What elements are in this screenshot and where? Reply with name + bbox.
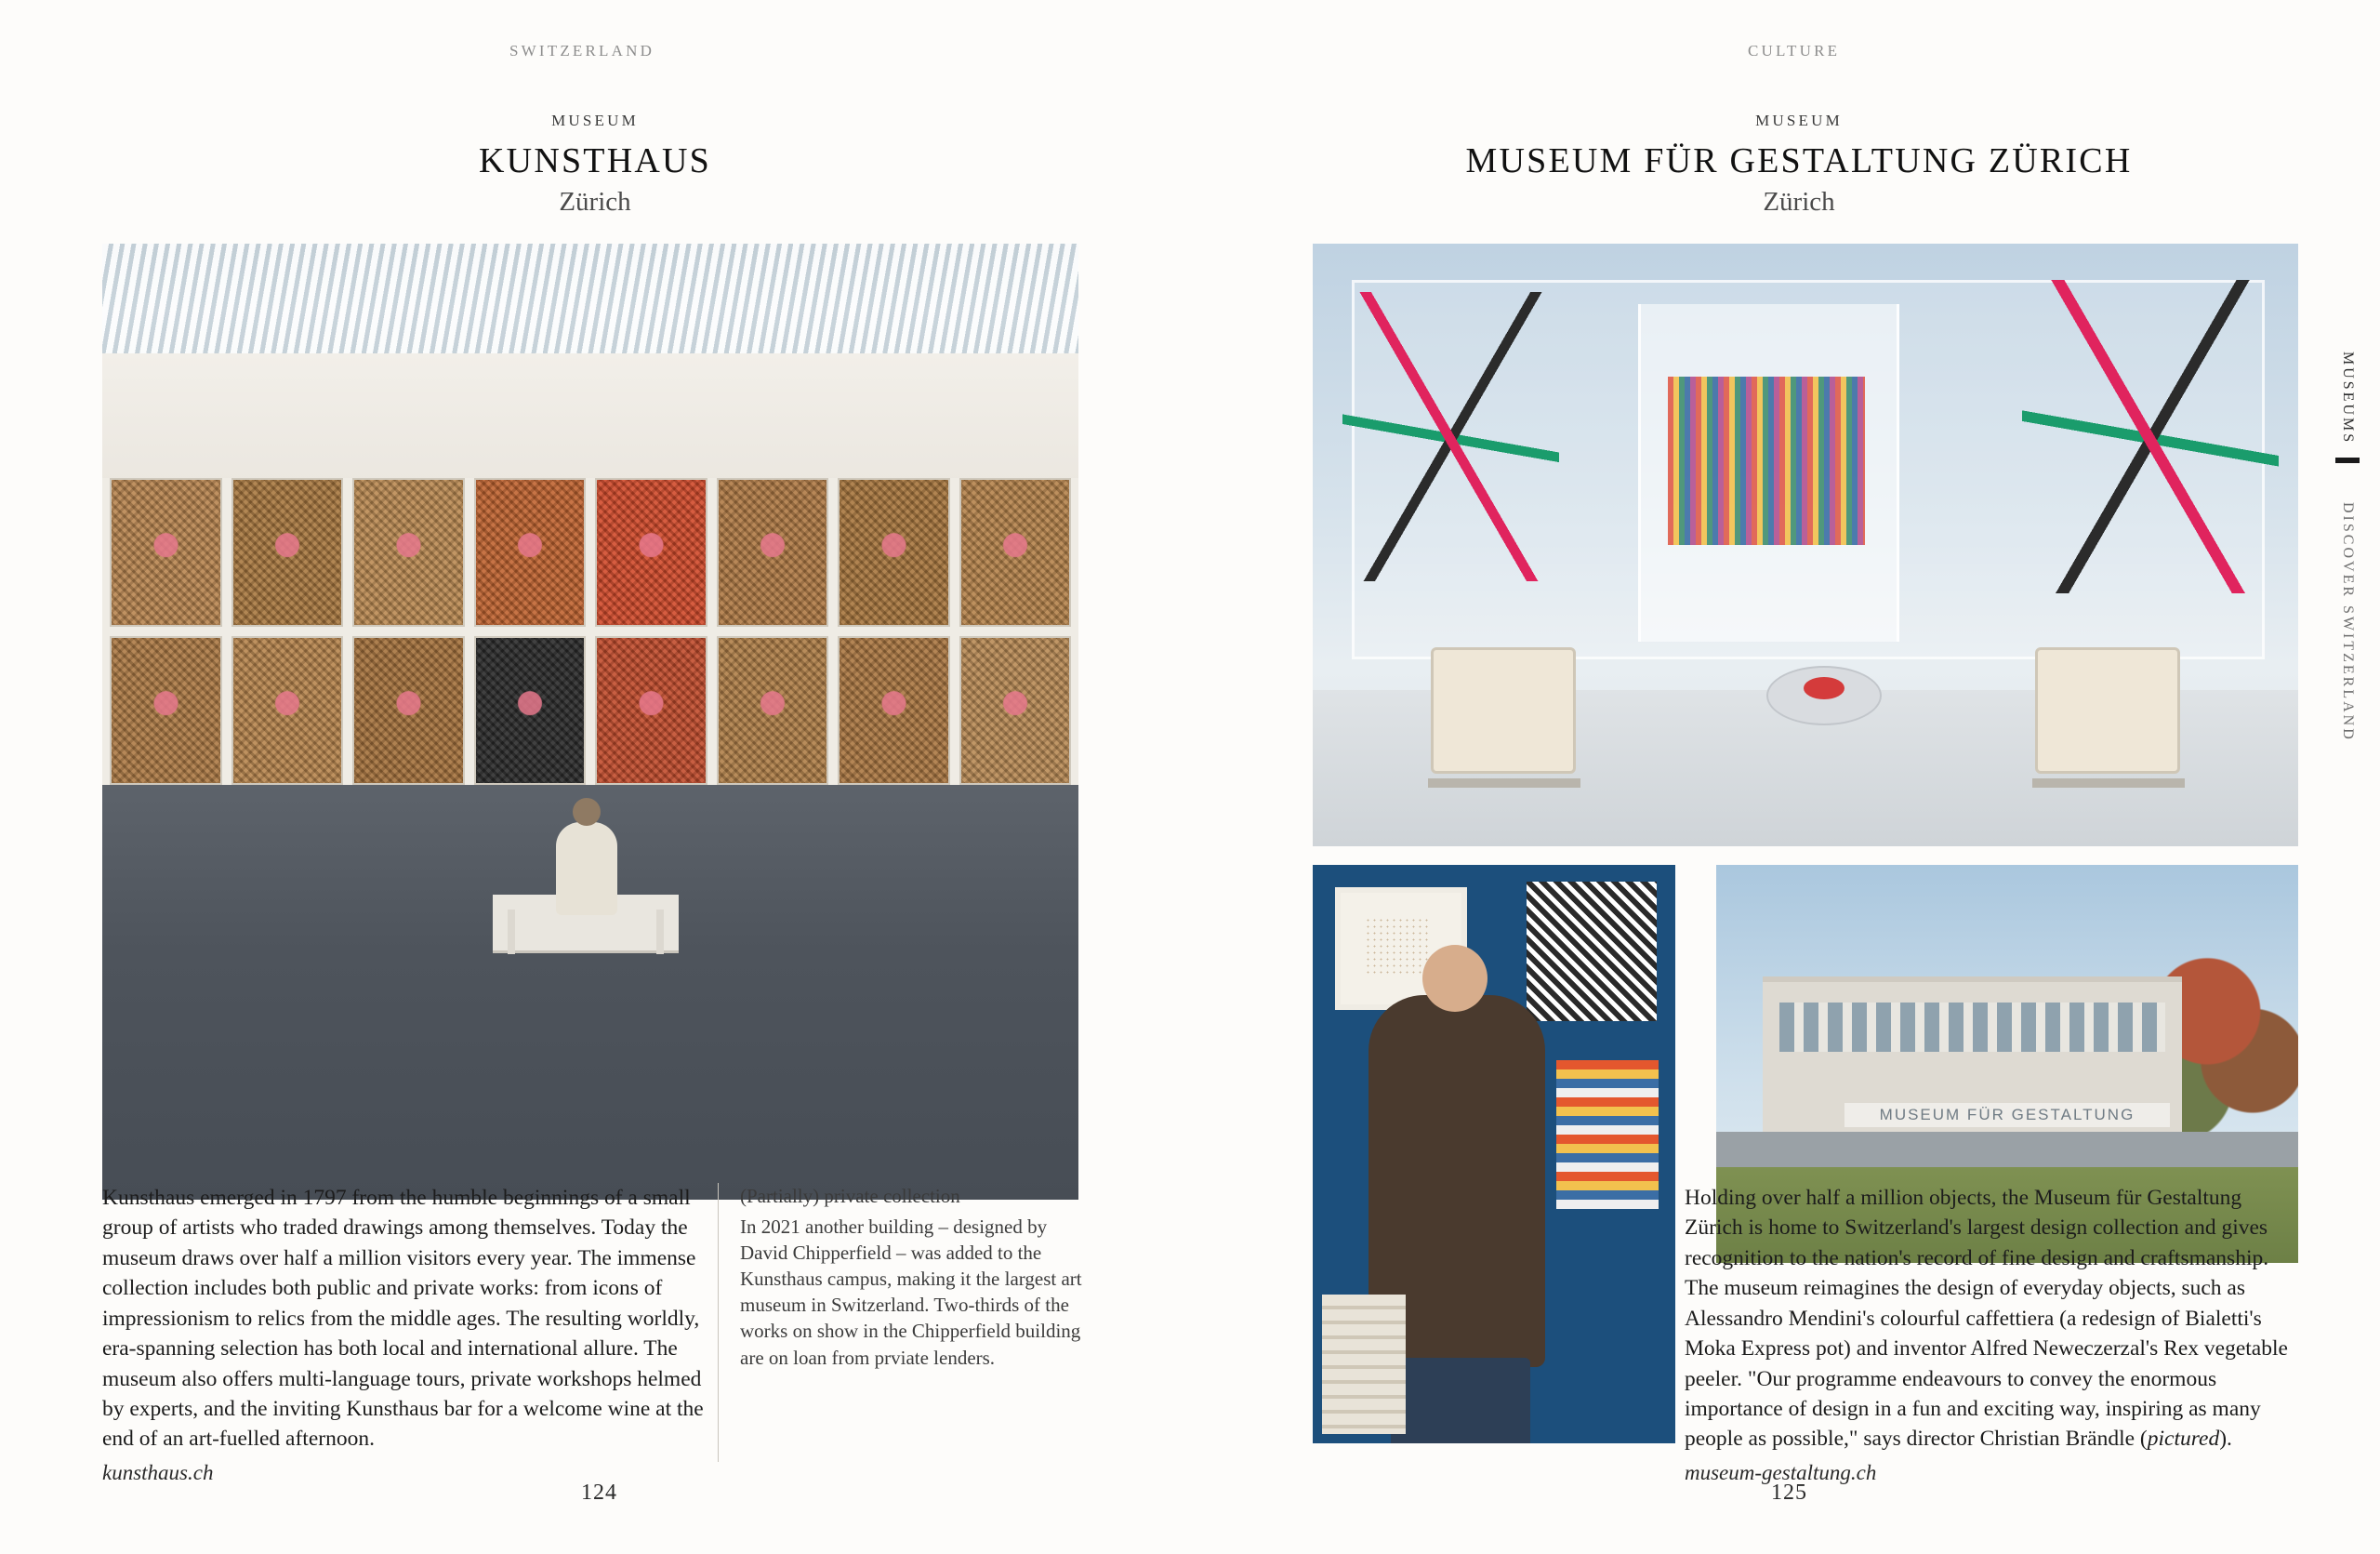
colour-swatch-wall [1668, 377, 1865, 545]
running-head-left: SWITZERLAND [509, 42, 655, 60]
armchair-right [2035, 647, 2180, 774]
director-portrait-photo [1313, 865, 1675, 1443]
side-tab-marker [2335, 458, 2360, 463]
sidebar-text: In 2021 another building – designed by David Chipperfield – was added to the Kunsthaus campus, making it the largest art museum in Switzerland. Two-thirds of the works on show in the Chipperfield building are on loan from prviate lenders. [740, 1215, 1082, 1369]
artwork [474, 636, 587, 785]
right-page [1190, 0, 2380, 1554]
left-kicker: MUSEUM [551, 112, 639, 129]
patterned-artwork [1527, 882, 1657, 1021]
artwork [595, 636, 707, 785]
side-tab-section: MUSEUMS [2340, 352, 2356, 445]
artwork [717, 478, 829, 627]
road [1716, 1132, 2298, 1168]
armchair-left [1431, 647, 1576, 774]
artwork [110, 478, 222, 627]
left-body-text [102, 1183, 716, 1488]
artwork-grid [102, 478, 1078, 785]
string-artwork-right [2022, 280, 2279, 593]
book-shelf [1556, 1060, 1659, 1209]
artwork [231, 478, 344, 627]
left-museum-name: KUNSTHAUS [479, 141, 711, 180]
design-museum-photo [1313, 244, 2298, 846]
right-website: museum-gestaltung.ch [1685, 1460, 1877, 1484]
artwork [474, 478, 587, 627]
right-title-block [1292, 112, 2306, 218]
left-body-paragraph: Kunsthaus emerged in 1797 from the humble beginnings of a small group of artists who traded drawings among themselves. Today the museum draws over half a million visitors every year. The immense collection includes both public and private works: from icons of impressionism to relics from the middle ages. The resulting worldly, era-spanning selection has both local and international allure. The museum also offers multi-language tours, private workshops helmed by experts, and the inviting Kunsthaus bar for a welcome wine at the end of an art-fuelled afternoon. [102, 1186, 704, 1452]
right-body-part1: Holding over half a million objects, the Museum für Gestaltung Zürich is home to Switzerland's largest design collection and gives recognition to the nation's record of fine design and craftsmanship. The museum reimagines the design of everyday objects, such as Alessandro Mendini's colourful caffettiera (a redesign of Bialetti's Moka Express pot) and inventor Alfred Neweczerzal's Rex vegetable peeler. "Our programme endeavours to convey the enormous importance of design in a fun and exciting way, inspiring as many people as possible," says director Christian Brändle ( [1685, 1186, 2288, 1452]
right-body-part2: ). [2219, 1427, 2232, 1452]
artwork [110, 636, 222, 785]
right-body-paragraph [1685, 1183, 2298, 1454]
artwork [838, 478, 950, 627]
left-museum-city: Zürich [559, 186, 631, 217]
left-title-block [102, 112, 1088, 218]
right-museum-city: Zürich [1763, 186, 1835, 217]
string-artwork-left [1342, 292, 1559, 581]
stacked-books [1322, 1295, 1406, 1434]
gallery-photo [102, 244, 1078, 1200]
gallery-ceiling [102, 244, 1078, 355]
artwork [838, 636, 950, 785]
right-museum-name: MUSEUM FÜR GESTALTUNG ZÜRICH [1465, 141, 2133, 180]
left-website: kunsthaus.ch [102, 1460, 214, 1484]
gallery-visitor [556, 822, 617, 915]
building-signage: MUSEUM FÜR GESTALTUNG [1844, 1103, 2171, 1127]
right-body-text [1685, 1183, 2298, 1488]
artwork [231, 636, 344, 785]
artwork [595, 478, 707, 627]
left-sidebar [740, 1183, 1082, 1371]
gallery-wall [102, 353, 1078, 484]
sidebar-heading: (Partially) private collection [740, 1185, 960, 1207]
artwork [959, 478, 1072, 627]
artwork [959, 636, 1072, 785]
folio-left: 124 [581, 1481, 617, 1505]
right-kicker: MUSEUM [1755, 112, 1843, 129]
side-tab-chapter: DISCOVER SWITZERLAND [2340, 502, 2356, 742]
right-body-italic: pictured [2147, 1427, 2220, 1452]
sidebar-divider [718, 1183, 719, 1462]
artwork [717, 636, 829, 785]
artwork [352, 636, 465, 785]
artwork [352, 478, 465, 627]
folio-right: 125 [1771, 1481, 1807, 1505]
museum-facade [1763, 976, 2182, 1157]
round-table [1766, 666, 1882, 725]
running-head-right: CULTURE [1748, 42, 1841, 60]
